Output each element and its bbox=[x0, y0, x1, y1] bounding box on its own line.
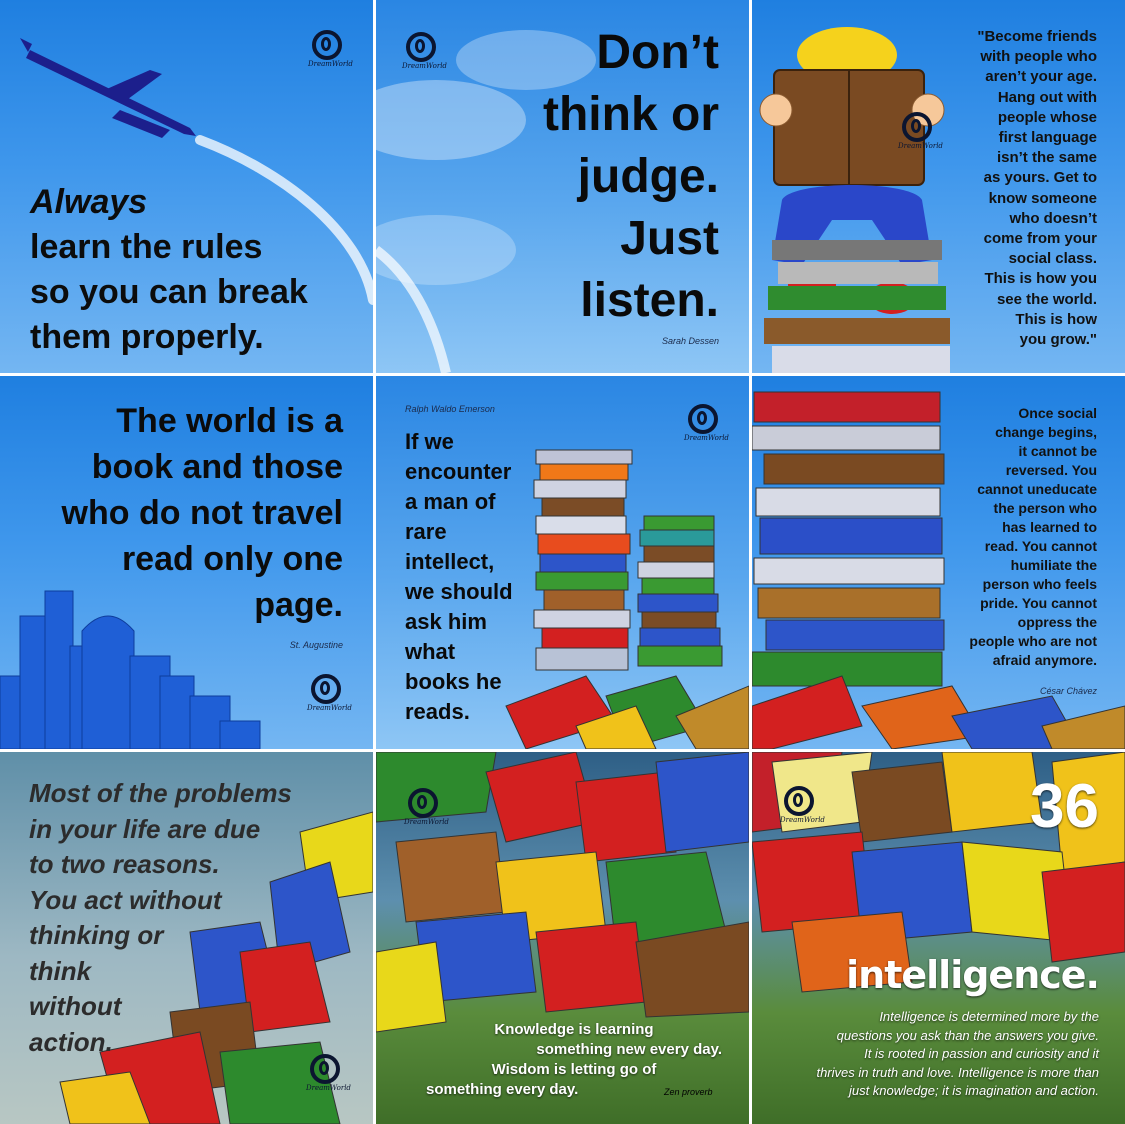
quote-line: "Become friends bbox=[977, 28, 1097, 45]
tile-cesar-chavez bbox=[752, 376, 1125, 749]
quote-line: who do not travel bbox=[61, 494, 343, 532]
dreamworld-logo-icon bbox=[312, 30, 342, 60]
logo-text: DreamWorld bbox=[402, 62, 447, 70]
quote-line: If we bbox=[405, 429, 454, 454]
quote-line: judge. bbox=[577, 150, 719, 203]
dreamworld-logo bbox=[307, 674, 352, 720]
quote-author: Sarah Dessen bbox=[661, 336, 719, 346]
dreamworld-logo-icon bbox=[688, 404, 718, 434]
dreamworld-logo bbox=[404, 788, 449, 834]
dreamworld-logo-icon bbox=[310, 1054, 340, 1084]
post-number: 36 bbox=[1030, 772, 1099, 841]
dreamworld-logo bbox=[306, 1054, 351, 1100]
quote-line: you grow." bbox=[1019, 331, 1097, 349]
quote-line: You act without bbox=[29, 884, 222, 915]
quote-author: César Chávez bbox=[1039, 686, 1097, 696]
quote-line: reads. bbox=[405, 699, 470, 724]
quote-line: This is how bbox=[1015, 310, 1097, 328]
quote-line: pride. You cannot bbox=[980, 595, 1097, 611]
quote-line: intellect, bbox=[405, 549, 495, 574]
quote-line: first language bbox=[998, 129, 1097, 147]
quote-line: read. You cannot bbox=[984, 538, 1097, 554]
dreamworld-logo bbox=[402, 32, 447, 78]
quote-line: the person who bbox=[993, 500, 1097, 516]
quote-author: St. Augustine bbox=[289, 640, 343, 650]
body-line: It is rooted in passion and curiosity and it bbox=[864, 1046, 1099, 1061]
quote-line: encounter bbox=[405, 459, 512, 484]
dreamworld-logo-icon bbox=[784, 786, 814, 816]
quote-line: Hang out with bbox=[997, 88, 1097, 106]
dreamworld-logo bbox=[780, 786, 825, 832]
quote-line: books he bbox=[405, 669, 502, 694]
logo-text: DreamWorld bbox=[404, 818, 449, 826]
body-line: thrives in truth and love. Intelligence is more than bbox=[816, 1064, 1099, 1080]
quote-line: Most of the problems bbox=[29, 778, 292, 808]
quote-line: aren’t your age. bbox=[985, 68, 1097, 86]
tile-always-learn-rules bbox=[0, 0, 373, 373]
quote-line: action. bbox=[29, 1026, 113, 1057]
quote-text bbox=[405, 427, 513, 727]
logo-text: DreamWorld bbox=[308, 60, 353, 68]
quote-line: it cannot be bbox=[1018, 443, 1097, 459]
quote-text bbox=[543, 22, 719, 332]
quote-line: afraid anymore. bbox=[992, 652, 1097, 668]
quote-line: Don’t bbox=[596, 26, 719, 79]
quote-text bbox=[62, 398, 343, 628]
quote-line: The world is a bbox=[116, 402, 343, 440]
quote-line: think bbox=[29, 955, 92, 986]
quote-text bbox=[29, 776, 292, 1060]
logo-text: DreamWorld bbox=[306, 1084, 351, 1092]
book-dreamworld-logo bbox=[898, 112, 943, 158]
quote-line: people whose bbox=[997, 108, 1097, 126]
post-body bbox=[759, 1008, 1099, 1101]
dreamworld-logo-icon bbox=[408, 788, 438, 818]
dreamworld-logo bbox=[684, 404, 729, 450]
quote-line: them properly. bbox=[30, 318, 264, 356]
quote-line: know someone bbox=[988, 189, 1097, 207]
dreamworld-logo-icon bbox=[902, 112, 932, 142]
tile-dont-judge bbox=[376, 0, 749, 373]
quote-line: something new every day. bbox=[536, 1041, 722, 1058]
quote-line: Wisdom is letting go of bbox=[491, 1061, 657, 1078]
tile-most-problems bbox=[0, 752, 373, 1124]
quote-line: listen. bbox=[580, 274, 719, 327]
tile-world-is-a-book bbox=[0, 376, 373, 749]
quote-text bbox=[30, 180, 308, 360]
quote-line: something every day. bbox=[426, 1081, 579, 1098]
quote-line: so you can break bbox=[30, 273, 308, 311]
quote-line: in your life are due bbox=[29, 813, 261, 844]
quote-author: Ralph Waldo Emerson bbox=[405, 404, 495, 414]
dreamworld-logo-icon bbox=[406, 32, 436, 62]
quote-line: a man of bbox=[405, 489, 496, 514]
quote-line: who doesn’t bbox=[1009, 209, 1097, 227]
quote-line: learn the rules bbox=[30, 228, 263, 266]
quote-line: come from your bbox=[983, 230, 1097, 248]
quote-line: people who are not bbox=[969, 633, 1097, 649]
quote-line: isn’t the same bbox=[996, 149, 1097, 167]
logo-text: DreamWorld bbox=[780, 816, 825, 824]
quote-text bbox=[977, 27, 1097, 350]
body-line: Intelligence is determined more by the bbox=[879, 1009, 1099, 1024]
logo-text: DreamWorld bbox=[307, 704, 352, 712]
tile-emerson bbox=[376, 376, 749, 749]
quote-line: to two reasons. bbox=[29, 849, 220, 879]
quote-line: Knowledge is learning bbox=[494, 1021, 654, 1038]
tile-knowledge-wisdom bbox=[376, 752, 749, 1124]
quote-line: cannot uneducate bbox=[977, 481, 1097, 497]
quote-line: book and those bbox=[91, 448, 343, 486]
quote-line: change begins, bbox=[995, 424, 1097, 440]
logo-text: DreamWorld bbox=[684, 434, 729, 442]
quote-line: read only one bbox=[121, 540, 343, 578]
tile-become-friends bbox=[752, 0, 1125, 373]
quote-line: rare bbox=[405, 519, 447, 544]
airplane-icon bbox=[20, 38, 196, 138]
body-line: questions you ask than the answers you give. bbox=[836, 1027, 1099, 1043]
quote-line: This is how you bbox=[984, 270, 1097, 288]
quote-line: see the world. bbox=[996, 290, 1097, 308]
quote-line: we should bbox=[405, 579, 513, 604]
quote-line: Just bbox=[620, 212, 719, 265]
dreamworld-logo-icon bbox=[311, 674, 341, 704]
quote-line: page. bbox=[254, 586, 343, 624]
dreamworld-logo bbox=[308, 30, 353, 76]
quote-line: as yours. Get to bbox=[983, 169, 1097, 187]
quote-line: without bbox=[29, 991, 122, 1021]
quote-line: oppress the bbox=[1017, 614, 1097, 630]
quote-line: think or bbox=[543, 88, 719, 141]
quote-line: thinking or bbox=[29, 920, 164, 950]
post-title: intelligence. bbox=[846, 953, 1099, 997]
quote-line: reversed. You bbox=[1005, 462, 1097, 478]
logo-text: DreamWorld bbox=[898, 142, 943, 150]
quote-line: has learned to bbox=[1002, 519, 1097, 535]
quote-line: what bbox=[405, 639, 456, 664]
quote-line: social class. bbox=[1008, 250, 1097, 268]
body-line: just knowledge; it is imagination and action. bbox=[848, 1083, 1099, 1098]
quote-text bbox=[969, 404, 1097, 670]
quote-line: person who feels bbox=[982, 576, 1097, 592]
quote-line: with people who bbox=[980, 48, 1097, 66]
quote-line: Always bbox=[30, 183, 148, 221]
quote-line: humiliate the bbox=[1010, 557, 1097, 573]
quote-author: Zen proverb bbox=[664, 1087, 713, 1097]
tile-intelligence bbox=[752, 752, 1125, 1124]
quote-line: ask him bbox=[405, 609, 487, 634]
quote-line: Once social bbox=[1018, 405, 1097, 421]
